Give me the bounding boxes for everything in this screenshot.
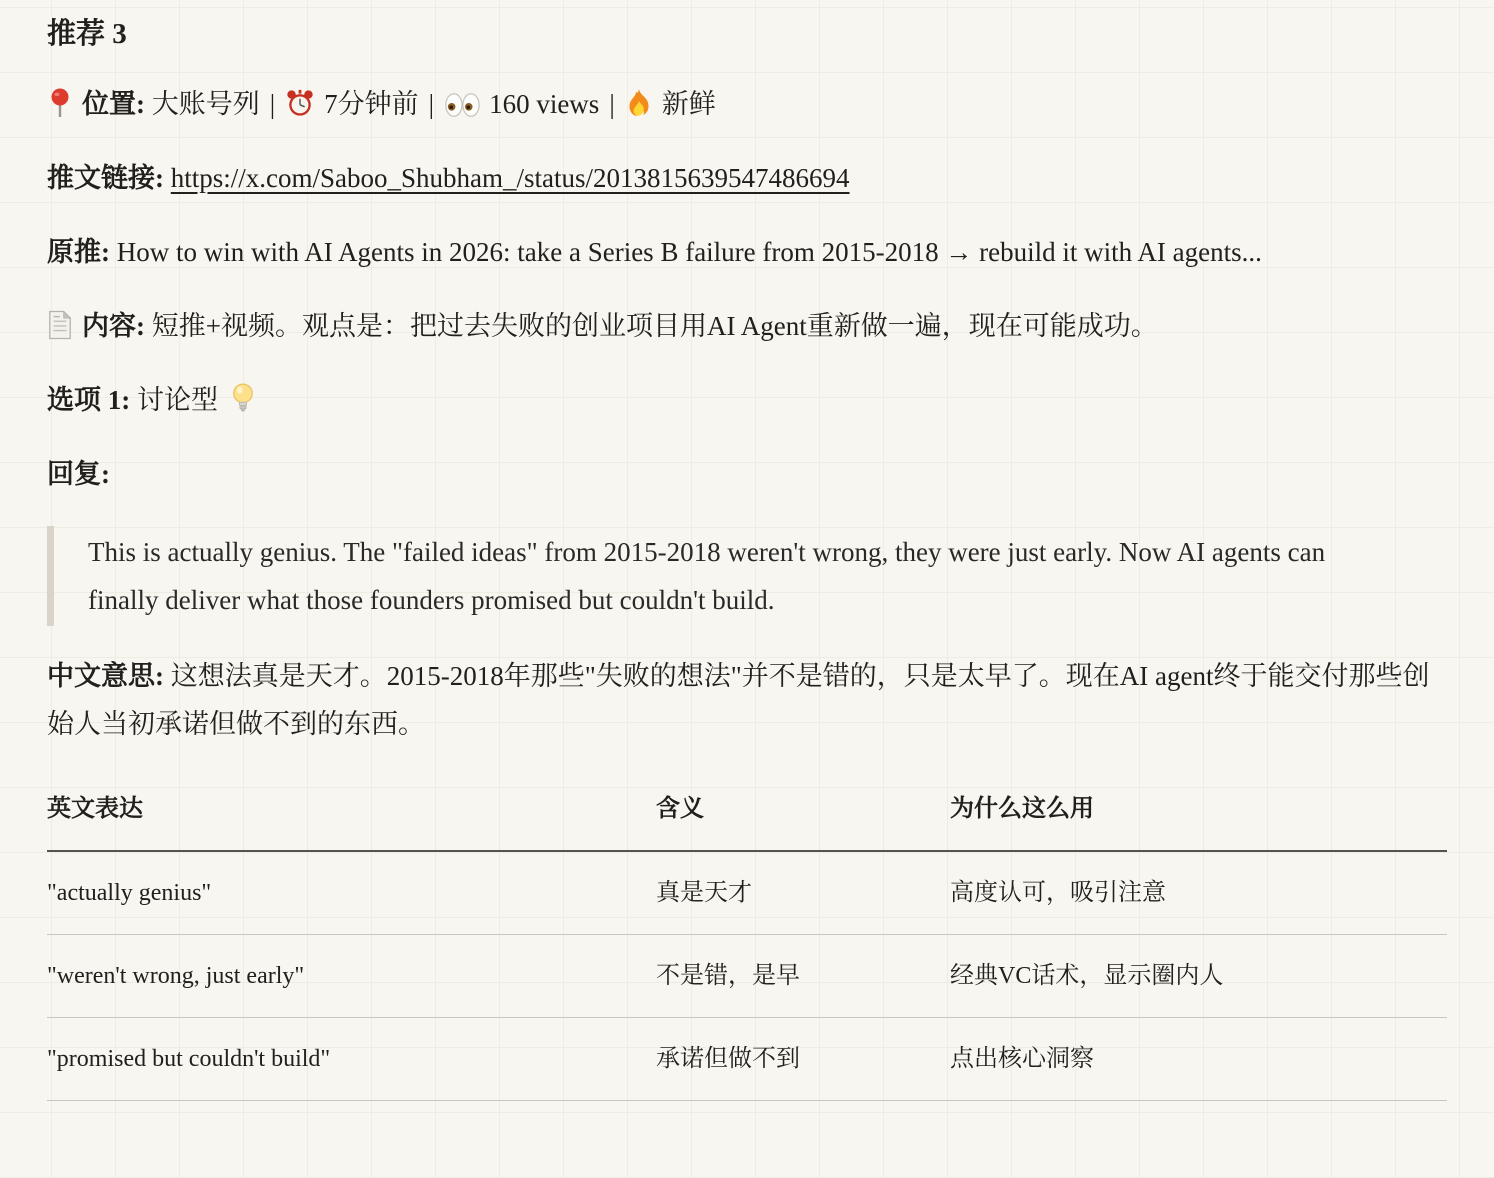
column-header-english: 英文表达 [47,784,656,851]
views-value: 160 views [489,89,600,119]
content-text: 短推+视频。观点是：把过去失败的创业项目用AI Agent重新做一遍，现在可能成功。 [151,311,1158,341]
reply-label: 回复: [47,459,110,489]
meta-line [47,80,1447,128]
reply-quote-text: This is actually genius. The "failed ideas" from 2015-2018 weren't wrong, they were just early. Now AI agents can finally deliver what those founders promised but couldn't build. [88,537,1326,615]
table-row [47,851,1447,935]
cell-why: 点出核心洞察 [950,1018,1447,1101]
chinese-meaning-text: 这想法真是天才。2015-2018年那些"失败的想法"并不是错的，只是太早了。现在AI agent终于能交付那些创始人当初承诺但做不到的东西。 [47,661,1430,739]
light-bulb-icon [231,382,255,414]
phrase-table [47,784,1447,1101]
content-label: 内容: [82,311,145,341]
eyes-icon [444,92,480,118]
tweet-link-label: 推文链接: [47,163,164,193]
page-title: 推荐 3 [47,18,127,50]
page-icon [47,310,73,340]
content-line [47,302,1447,350]
cell-meaning: 承诺但做不到 [656,1018,950,1101]
option-label: 选项 1: [47,385,131,415]
fire-icon [625,88,653,118]
table-row [47,1018,1447,1101]
separator: | [428,89,435,119]
cell-meaning: 不是错，是早 [656,935,950,1018]
pin-icon [47,88,73,118]
original-tweet [47,228,1447,276]
column-header-why: 为什么这么用 [950,784,1447,851]
chinese-meaning-label: 中文意思: [47,661,164,691]
column-header-meaning: 含义 [656,784,950,851]
location-label: 位置: [82,89,145,119]
option-line [47,376,1447,424]
chinese-meaning [47,652,1447,748]
cell-why: 高度认可，吸引注意 [950,851,1447,935]
cell-meaning: 真是天才 [656,851,950,935]
table-row [47,935,1447,1018]
option-text: 讨论型 [137,385,218,415]
recommendation-card [47,14,1447,1101]
reply-quote [47,526,1447,626]
freshness-value: 新鲜 [661,89,716,119]
separator: | [609,89,615,119]
original-tweet-label: 原推: [47,237,110,267]
time-value: 7分钟前 [324,89,419,119]
alarm-clock-icon [285,88,315,118]
location-value: 大账号列 [151,89,260,119]
cell-english: "actually genius" [47,851,656,935]
table-header-row [47,784,1447,851]
separator: | [269,89,276,119]
reply-label-line [47,450,1447,498]
cell-why: 经典VC话术，显示圈内人 [950,935,1447,1018]
cell-english: "promised but couldn't build" [47,1018,656,1101]
tweet-link-line [47,154,1447,202]
tweet-link[interactable]: https://x.com/Saboo_Shubham_/status/2013815639547486694 [170,163,850,193]
cell-english: "weren't wrong, just early" [47,935,656,1018]
original-tweet-text: How to win with AI Agents in 2026: take a Series B failure from 2015-2018 → rebuild it with AI agents... [116,237,1262,267]
